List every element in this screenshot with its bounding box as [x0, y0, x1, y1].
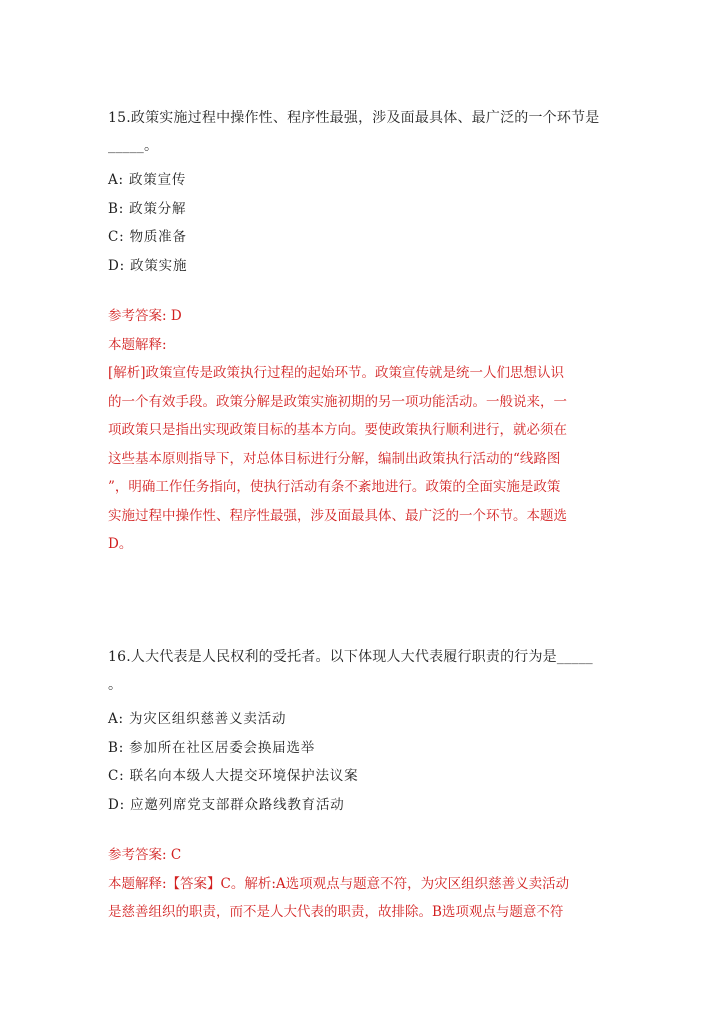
answer-label: 参考答案: D	[108, 308, 182, 324]
explanation-line: 本题解释:【答案】C。解析:A选项观点与题意不符，为灾区组织慈善义卖活动	[108, 875, 570, 892]
question-16	[108, 643, 613, 927]
option-d: D: 政策实施	[108, 257, 188, 274]
explanation-line: 这些基本原则指导下，对总体目标进行分解，编制出政策执行活动的“线路图	[108, 450, 561, 467]
explanation-text	[108, 870, 613, 927]
option-c: C: 物质准备	[108, 229, 187, 245]
options-list	[108, 705, 613, 819]
option-b: B: 参加所在社区居委会换届选举	[108, 739, 316, 756]
question-stem	[108, 643, 613, 699]
option-a: A: 政策宣传	[108, 172, 187, 188]
explanation-line: 项政策只是指出实现政策目标的基本方向。要使政策执行顺利进行，就必须在	[108, 422, 567, 438]
options-list	[108, 166, 613, 280]
question-stem-line: _____。	[108, 138, 159, 154]
question-15	[108, 104, 613, 559]
option-d: D: 应邀列席党支部群众路线教育活动	[108, 796, 345, 813]
question-stem	[108, 104, 613, 160]
option-c: C: 联名向本级人大提交环境保护法议案	[108, 768, 359, 784]
explanation-line: 实施过程中操作性、程序性最强，涉及面最具体、最广泛的一个环节。本题选	[108, 507, 567, 524]
option-b: B: 政策分解	[108, 200, 187, 217]
explanation-line: 的一个有效手段。政策分解是政策实施初期的另一项功能活动。一般说来，一	[108, 393, 567, 410]
question-stem-line: 15.政策实施过程中操作性、程序性最强，涉及面最具体、最广泛的一个环节是	[108, 110, 600, 126]
answer-label: 参考答案: C	[108, 847, 182, 863]
explanation-line: D。	[108, 536, 133, 552]
explanation-text	[108, 359, 613, 559]
explanation-line: 是慈善组织的职责，而不是人大代表的职责，故排除。B选项观点与题意不符	[108, 904, 564, 920]
explanation-line: ”，明确工作任务指向，使执行活动有条不紊地进行。政策的全面实施是政策	[108, 479, 561, 495]
option-a: A: 为灾区组织慈善义卖活动	[108, 711, 287, 727]
question-stem-line: 。	[108, 677, 123, 693]
explanation-line: [解析]政策宣传是政策执行过程的起始环节。政策宣传就是统一人们思想认识	[108, 365, 565, 381]
explanation-label: 本题解释:	[108, 336, 167, 353]
question-stem-line: 16.人大代表是人民权利的受托者。以下体现人大代表履行职责的行为是_____	[108, 649, 593, 665]
